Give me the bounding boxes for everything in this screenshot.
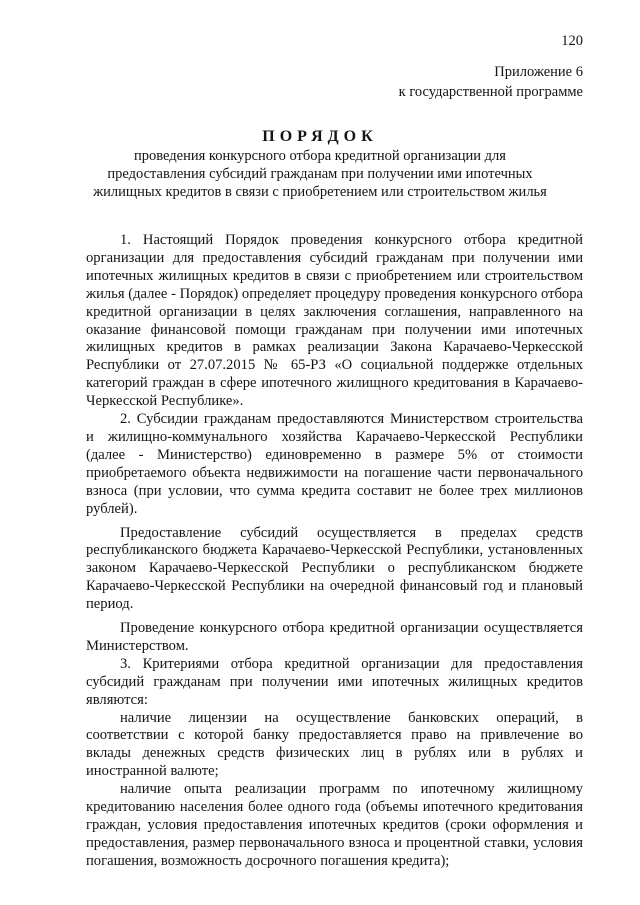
subtitle-line-3: жилищных кредитов в связи с приобретением или строительством жилья [93,184,547,200]
document-title: ПОРЯДОК [262,128,378,145]
appendix-line-1: Приложение 6 [494,64,583,80]
paragraph-5: 3. Критериями отбора кредитной организации для предоставления субсидий гражданам при получении ими ипотечных жилищных кредитов являются: [86,655,583,708]
document-body [86,232,583,871]
paragraph-1: 1. Настоящий Порядок проведения конкурсного отбора кредитной организации для предоставления субсидий гражданам при получении ими ипотечных жилищных кредитов в связи с приобретением или строительством жилья (далее - Порядок) определяет процедуру проведения конкурсного отбора кредитной организации в целях заключения соглашения, направленного на оказание финансовой помощи гражданам при получении ими ипотечных жилищных кредитов в рамках реализации Закона Карачаево-Черкесской Республики от 27.07.2015 № 65-РЗ «О социальной поддержке отдельных категорий граждан в сфере ипотечного жилищного кредитования в Карачаево-Черкесской Республике». [86,232,583,410]
paragraph-6: наличие лицензии на осуществление банковских операций, в соответствии с которой банку предоставляется право на привлечение во вклады денежных средств физических лиц в рублях или в рублях и иностранной валюте; [86,709,583,780]
subtitle-line-1: проведения конкурсного отбора кредитной организации для [134,148,506,164]
appendix-header [399,62,583,102]
subtitle-line-2: предоставления субсидий гражданам при получении ими ипотечных [107,166,533,182]
paragraph-4: Проведение конкурсного отбора кредитной организации осуществляется Министерством. [86,620,583,654]
paragraph-3: Предоставление субсидий осуществляется в пределах средств республиканского бюджета Карачаево-Черкесской Республики, установленных законом Карачаево-Черкесской Республики о республиканском бюджете Карачаево-Черкесской Республики на очередной финансовый год и плановый период. [86,524,583,613]
paragraph-2: 2. Субсидии гражданам предоставляются Министерством строительства и жилищно-коммунального хозяйства Карачаево-Черкесской Республики (далее - Министерство) единовременно в размере 5% от стоимости приобретаемого объекта недвижимости на погашение части первоначального взноса (при условии, что сумма кредита составит не более трех миллионов рублей). [86,411,583,517]
page-number: 120 [561,33,583,49]
paragraph-7: наличие опыта реализации программ по ипотечному жилищному кредитованию населения более одного года (объемы ипотечного кредитования граждан, условия предоставления ипотечных кредитов (сроки оформления и предоставления, размер первоначального взноса и процентной ставки, условия погашения, возможность досрочного погашения кредита); [86,781,583,869]
appendix-line-2: к государственной программе [398,84,583,100]
document-subtitle [80,147,560,201]
